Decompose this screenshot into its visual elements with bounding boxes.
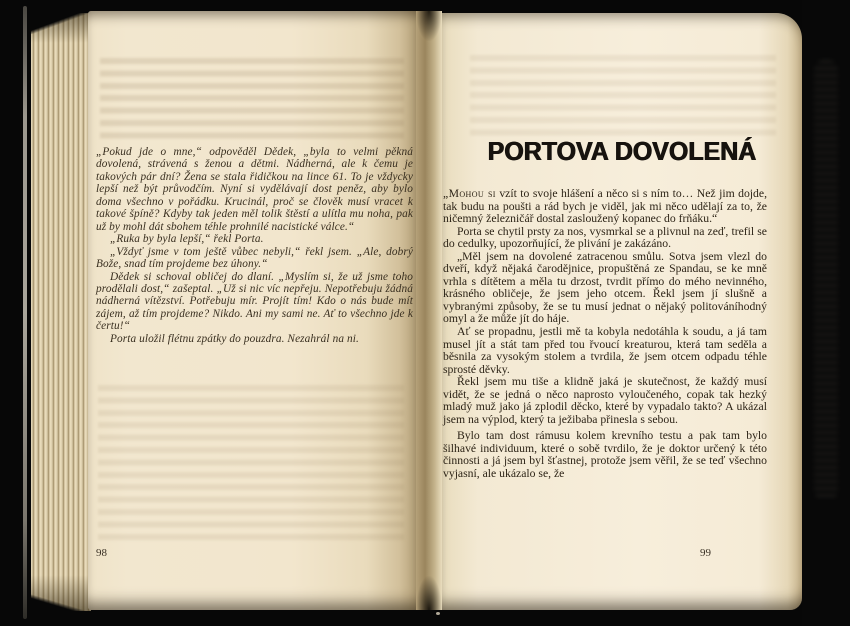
paragraph: „Mohou si vzít to svoje hlášení a něco si s ním to… Než jim dojde, tak budu na poušti a rád bych je viděl, jak mi něco udělají za to, že ničemný železničář dostal zasloužený kopanec do frňáku.“ <box>443 187 767 226</box>
paragraph: „Měl jsem na dovolené zatracenou smůlu. Sotva jsem vlezl do dveří, když nějaká čarodějnice, propuštěná ze Spandau, se ke mně vrhla s dítětem a měla tu drzost, tvrdit přímo do mého nevinného, krásného obličeje, že jsem jeho otcem. Řekl jsem jí slušně a vybranými způsoby, že se tu musí jednat o nějaký politováníhodný omyl a že může jít do háje. <box>443 249 767 326</box>
book-cover-edge <box>23 6 27 619</box>
paragraph: „Vždyť jsme v tom ještě vůbec nebyli,“ řekl jsem. „Ale, dobrý Bože, snad tím projdeme bez úhony.“ <box>96 245 413 271</box>
right-page <box>442 13 802 610</box>
left-page <box>88 11 416 610</box>
paragraph: Dědek si schoval obličej do dlaní. „Myslím si, že už jsme toho prodělali dost,“ zašeptal. „Už si nic víc nepřeju. Nepotřebuju žádná nádherná vítězství. Potřebuju mír. Projít tím! Kdo o nás bude mít zájem, až tím projdeme? Nikdo. Ani my sami ne. Ať to všechno jde k čertu!“ <box>96 270 413 333</box>
bleed-through-text-top-right <box>470 55 776 137</box>
book-gutter <box>416 11 442 610</box>
paragraph: Porta uložil flétnu zpátky do pouzdra. Nezahrál na ni. <box>110 332 359 345</box>
right-page-text <box>443 188 767 481</box>
small-caps-lead: „Mohou si <box>443 187 496 200</box>
paragraph: Porta se chytil prsty za nos, vysmrkal se a plivnul na zeď, trefil se do cedulky, upozorňující, že plivání je zakázáno. <box>443 224 767 251</box>
page-number-left: 98 <box>96 547 107 559</box>
paragraph: Bylo tam dost rámusu kolem krevního testu a pak tam bylo šilhavé individuum, které o sobě tvrdilo, že je doktor určený k této činnosti a já jsem byl šťastnej, protože jsem věřil, že se teď všechno vyjasní, ale ukázalo se, že <box>443 429 767 481</box>
background-right-strip <box>802 0 850 626</box>
paragraph: „Pokud jde o mne,“ odpověděl Dědek, „byla to velmi pěkná dovolená, strávená s ženou a dětmi. Nádherná, ale k čemu je takových pár dní? Žena se stala řidičkou na lince 61. To je vždycky lepší než být průvodčím. Nyní si vydělávají dost peněz, aby bylo doma všechno v pořádku. Krucinál, proč se člověk musí vracet k takové špíně? Kdyby tak jeden měl tolik štěstí a ulítla mu noha, pak už by mohl dát sbohem téhle prohnilé nacistické válce.“ <box>96 146 413 233</box>
bleed-through-text-bottom <box>98 385 404 543</box>
paragraph: Řekl jsem mu tiše a klidně jaká je skutečnost, že každý musí vidět, že se jedná o něco naprosto vyloučeného, copak tak hezký mladý muž jako já zplodil děcko, které by vypadalo takto? A ukázal jsem na výplod, který ta ježibaba přinesla s sebou. <box>443 375 767 426</box>
left-page-text <box>96 146 413 345</box>
paragraph: Ať se propadnu, jestli mě ta kobyla nedotáhla k soudu, a já tam musel jít a stát tam před tou řvoucí kreaturou, která tam seděla a běsnila za vysokým stolem a tvrdila, že jsem otcem odpadu téhle sprosté děvky. <box>443 325 767 376</box>
bleed-through-text-top <box>100 58 404 140</box>
chapter-title: PORTOVA DOVOLENÁ <box>487 136 757 166</box>
page-number-right: 99 <box>700 547 711 559</box>
paragraph: „Ruka by byla lepší,“ řekl Porta. <box>110 233 264 246</box>
dust-speck <box>436 612 440 615</box>
page-stack-fore-edge <box>31 13 91 611</box>
